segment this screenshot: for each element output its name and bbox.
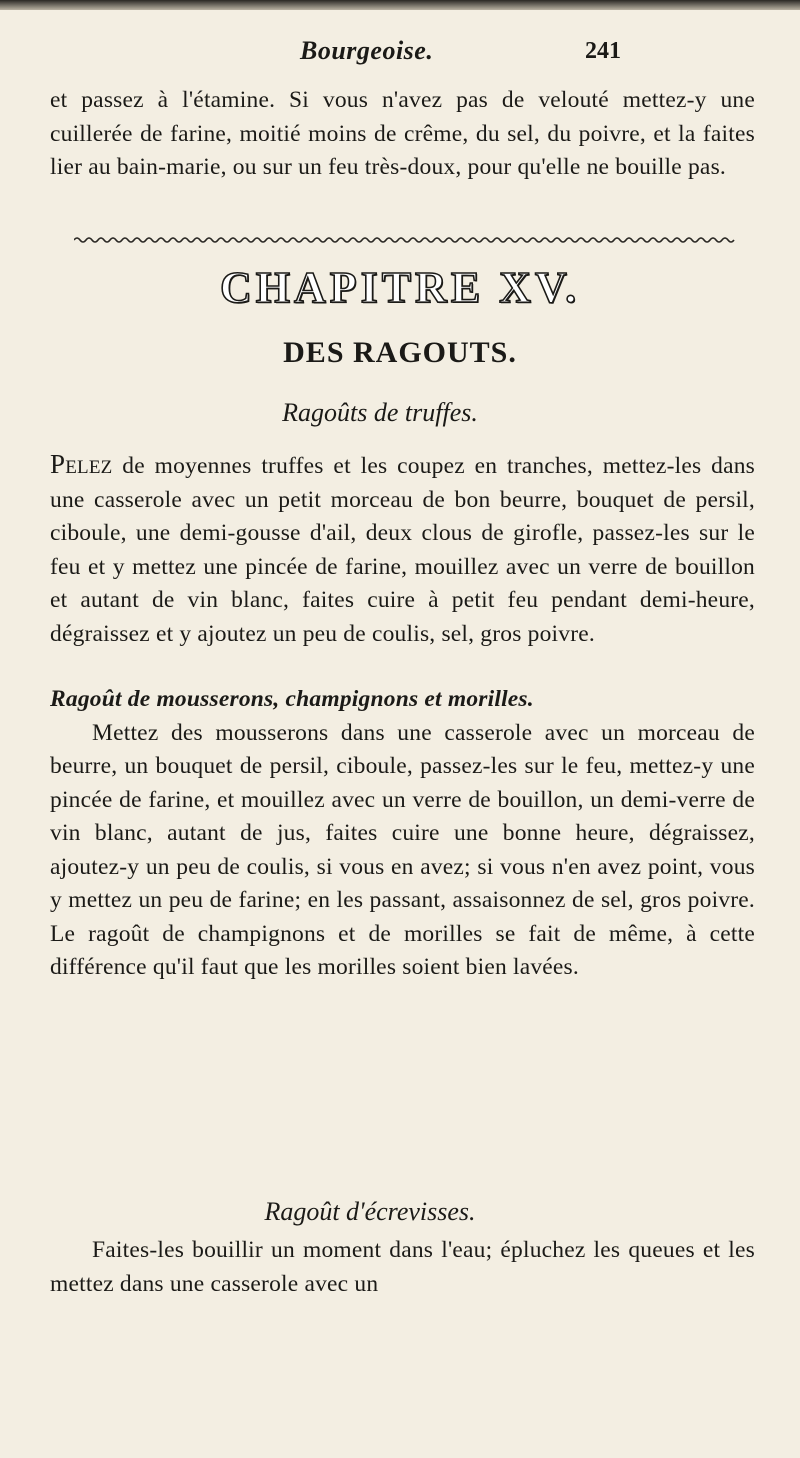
continuation-paragraph	[50, 84, 755, 185]
recipe-title-mousserons: Ragoût de mousserons, champignons et morilles.	[50, 686, 534, 712]
page-number: 241	[585, 38, 621, 64]
chapter-heading: CHAPITRE XV.	[219, 263, 581, 312]
recipe-title-truffes: Ragoûts de truffes.	[282, 398, 478, 427]
recipe-text: Mettez des mousserons dans une casserole avec un morceau de beurre, un bouquet de persil, ciboule, passez-les sur le feu, mettez-y une pincée de farine, et mouillez avec un verre de bouillon, un demi-verre de vin blanc, autant de jus, faites cuire une bonne heure, dégraissez, ajoutez-y un peu de coulis, si vous en avez; si vous n'en avez point, vous y mettez un peu de farine; en les passant, assaisonnez de sel, gros poivre. Le ragoût de champignons et de morilles se fait de même, à cette différence qu'il faut que les morilles soient bien lavées.	[50, 719, 755, 980]
section-heading: DES RAGOUTS.	[283, 336, 517, 369]
decorative-wavy-rule	[74, 236, 736, 244]
continuation-text: et passez à l'étamine. Si vous n'avez pas de velouté mettez-y une cuillerée de farine, moitié moins de crême, du sel, du poivre, et la faites lier au bain-marie, ou sur un feu très-doux, pour qu'elle ne bouille pas.	[50, 87, 755, 180]
recipe-title-ecrevisses: Ragoût d'écrevisses.	[264, 1197, 476, 1226]
recipe-body-truffes	[50, 448, 755, 651]
recipe-text: de moyennes truffes et les coupez en tranches, mettez-les dans une casserole avec un petit morceau de bon beurre, bouquet de persil, ciboule, une demi-gousse d'ail, deux clous de girofle, passez-les sur le feu et y mettez une pincée de farine, mouillez avec un verre de bouillon et autant de vin blanc, faites cuire à petit feu pendant demi-heure, dégraissez et y ajoutez un peu de coulis, sel, gros poivre.	[50, 453, 756, 647]
recipe-body-mousserons	[50, 683, 755, 985]
recipe-body-ecrevisses	[50, 1234, 755, 1301]
running-head: Bourgeoise.	[300, 36, 434, 65]
recipe-lead-word: Pelez	[50, 449, 113, 479]
recipe-paragraph	[50, 683, 755, 717]
recipe-text: Faites-les bouillir un moment dans l'eau; épluchez les queues et les mettez dans une casserole avec un	[50, 1237, 755, 1297]
recipe-paragraph	[50, 448, 755, 651]
